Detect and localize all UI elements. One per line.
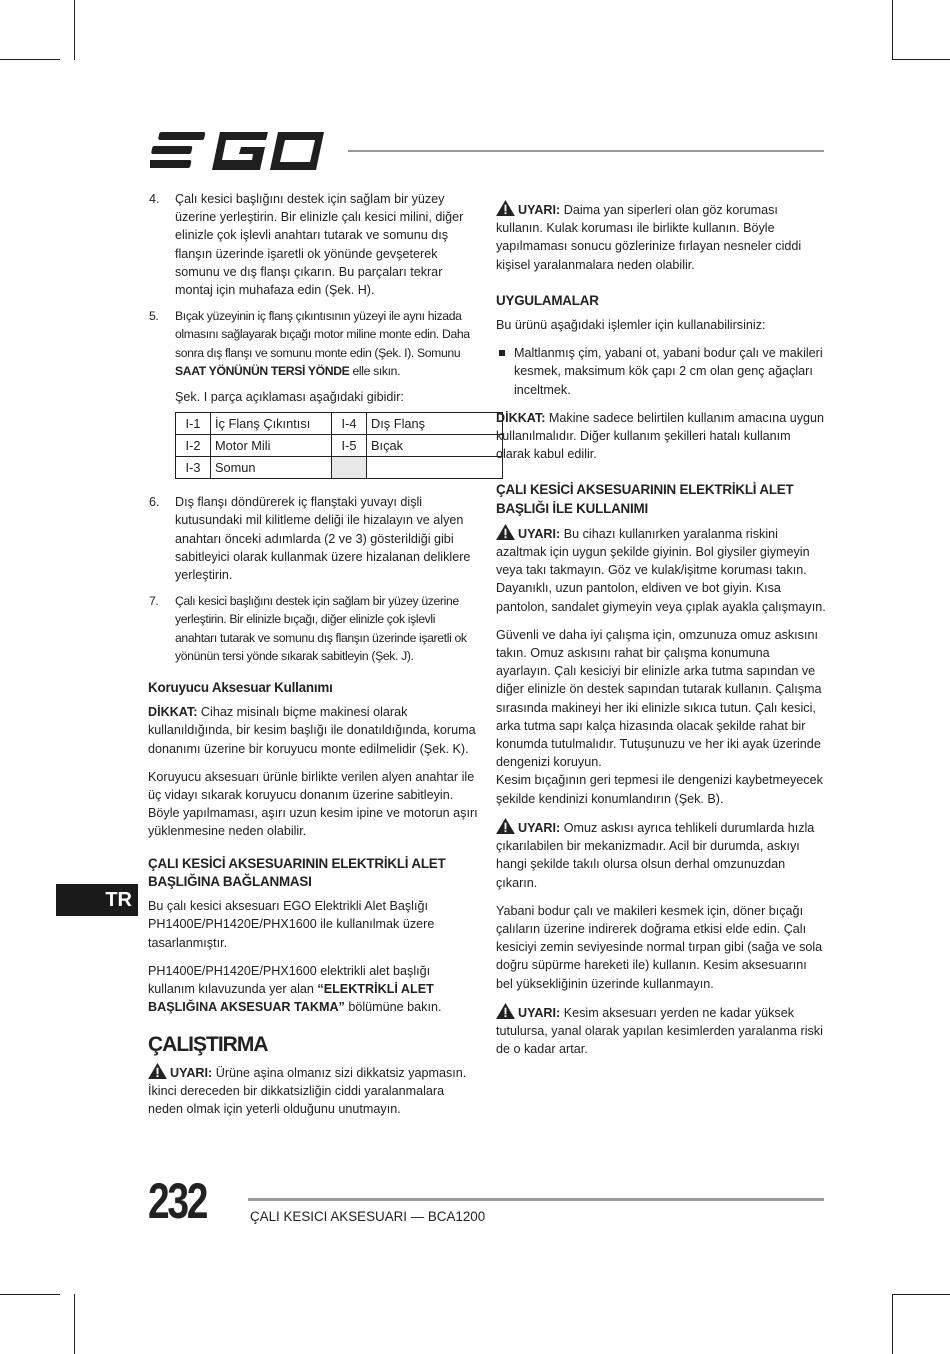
dikkat-note bbox=[148, 703, 478, 758]
right-column bbox=[496, 200, 826, 1068]
language-tab-label: TR bbox=[105, 889, 132, 911]
section-heading: Koruyucu Aksesuar Kullanımı bbox=[148, 680, 333, 696]
table-cell: I-4 bbox=[332, 413, 367, 435]
table-row bbox=[176, 457, 503, 479]
table-cell: I-1 bbox=[176, 413, 211, 435]
left-column bbox=[148, 190, 478, 1128]
crop-mark bbox=[0, 1294, 60, 1295]
crop-mark bbox=[74, 1294, 75, 1354]
uyari-note bbox=[496, 1003, 826, 1059]
paragraph bbox=[496, 626, 826, 808]
note-text: Kesim aksesuarı yerden ne kadar yüksek tutulursa, yanal olarak yapılan kesimlerden yaralanma riski de o kadar artar. bbox=[496, 1005, 823, 1057]
step-5 bbox=[148, 307, 478, 380]
footer-title: ÇALI KESICI AKSESUARI — BCA1200 bbox=[250, 1209, 486, 1224]
list-item bbox=[496, 344, 826, 399]
uyari-note bbox=[496, 200, 826, 274]
emphasis: “ELEKTRİKLİ ALET BAŞLIĞINA AKSESUAR TAKMA” bbox=[148, 981, 434, 1015]
step-number: 7. bbox=[149, 594, 159, 609]
note-label: UYARI: bbox=[518, 526, 561, 541]
note-text: Daima yan siperleri olan göz koruması kullanın. Kulak koruması ile birlikte kullanın. Böyle yapılmaması sonucu gözlerinize fırlayan nesneler ciddi kişisel yaralanmalara neden olabilir. bbox=[496, 203, 802, 272]
paragraph: Yabani bodur çalı ve makileri kesmek için, döner bıçağı çalıların üzerine indirerek doğrama etkisi elde edin. Çalı kesiciyi zemin seviyesinde normal tırpan gibi (sağa ve sola doğru süpürme hareketi ile) kullanın. Kesim aksesuarını bel yüksekliğinin üzerinde kullanmayın. bbox=[496, 903, 823, 991]
table-cell: İç Flanş Çıkıntısı bbox=[211, 413, 332, 435]
note-text: Bu cihazı kullanırken yaralanma riskini azaltmak için uygun şekilde giyinin. Bol giysiler giymeyin veya takı takmayın. Göz ve kulak/işitme koruması takın. Dayanıklı, uzun pantolon, eldiven ve bot giyin. Kısa pantolon, sandalet giymeyin veya çıplak ayakla çalışmayın. bbox=[496, 526, 826, 614]
note-label: UYARI: bbox=[170, 1065, 213, 1080]
text: Kesim bıçağının geri tepmesi ile dengenizi kaybetmeyecek şekilde kendinizi konumlandırın (Şek. B). bbox=[496, 773, 823, 806]
table-row bbox=[176, 435, 503, 457]
paragraph: Bu ürünü aşağıdaki işlemler için kullanabilirsiniz: bbox=[496, 318, 766, 333]
chapter-heading: ÇALIŞTIRMA bbox=[148, 1033, 268, 1057]
uyari-note bbox=[148, 1063, 478, 1119]
table-intro: Şek. I parça açıklaması aşağıdaki gibidir: bbox=[175, 390, 404, 405]
crop-mark bbox=[892, 1294, 893, 1354]
note-label: DİKKAT: bbox=[496, 410, 546, 425]
footer-rule bbox=[248, 1198, 824, 1201]
step-text: Çalı kesici başlığını destek için sağlam bir yüzey üzerine yerleştirin. Bir elinizle çalı kesici milini, diğer elinizle çok işlevli anahtarı tutarak ve somunu dış flanşın üzerinde işaretli ok yönünde gevşeterek somunu ve dış flanşı çıkarın. Bu parçaları tekrar montaj için muhafaza edin (Şek. H). bbox=[175, 192, 464, 298]
language-tab bbox=[56, 884, 138, 916]
step-number: 6. bbox=[149, 495, 160, 510]
note-text: Ürüne aşina olmanız sizi dikkatsiz yapmasın. İkinci dereceden bir dikkatsizliğin ciddi yaralanmalara neden olmak için yeterli olduğunu unutmayın. bbox=[148, 1065, 467, 1116]
note-label: DİKKAT: bbox=[148, 705, 198, 720]
table-cell bbox=[332, 457, 367, 479]
step-number: 5. bbox=[149, 309, 159, 324]
header-rule bbox=[348, 150, 824, 152]
note-label: UYARI: bbox=[518, 1005, 561, 1020]
warning-icon bbox=[496, 1003, 515, 1019]
warning-icon bbox=[496, 200, 515, 216]
crop-mark bbox=[892, 0, 893, 60]
step-text: Çalı kesici başlığını destek için sağlam bir yüzey üzerine yerleştirin. Bir elinizle bıçağı, diğer elinizle çok işlevli anahtarı tutarak ve somunu dış flanşın üzerinde işaretli ok yönünün tersi yönde sıkarak sabitleyin (Şek. J). bbox=[175, 594, 467, 663]
table-cell: Motor Mili bbox=[211, 435, 332, 457]
table-cell: I-3 bbox=[176, 457, 211, 479]
note-text: Makine sadece belirtilen kullanım amacına uygun kullanılmalıdır. Diğer kullanım şekilleri hatalı kullanım olarak kabul edilir. bbox=[496, 410, 825, 462]
bullet-icon bbox=[499, 350, 505, 356]
crop-mark bbox=[74, 0, 75, 60]
warning-icon bbox=[148, 1063, 167, 1079]
table-cell: Dış Flanş bbox=[367, 413, 503, 435]
crop-mark bbox=[892, 59, 950, 60]
note-label: UYARI: bbox=[518, 203, 561, 217]
step-text: Bıçak yüzeyinin iç flanş çıkıntısının yüzeyi ile aynı hizada olmasını sağlayarak bıçağı motor miline monte edin. Daha sonra dış flanşı ve somunu monte edin (Şek. I). Somunu bbox=[175, 309, 470, 360]
step-4 bbox=[148, 190, 478, 299]
table-cell: I-2 bbox=[176, 435, 211, 457]
step-7 bbox=[148, 592, 478, 665]
list-item-text: Maltlanmış çim, yabani ot, yabani bodur çalı ve makileri kesmek, maksimum kök çapı 2 cm olan genç ağaçları inceltmek. bbox=[514, 346, 823, 397]
table-block bbox=[148, 388, 478, 479]
section-heading: ÇALI KESİCİ AKSESUARININ ELEKTRİKLİ ALET BAŞLIĞI İLE KULLANIMI bbox=[496, 482, 794, 516]
table-cell bbox=[367, 457, 503, 479]
note-text: Omuz askısı ayrıca tehlikeli durumlarda hızla çıkarılabilen bir mekanizmadır. Acil bir durumda, askıyı hangi şekilde takılı olursa olsun derhal omzunuzdan çıkarın. bbox=[496, 820, 815, 890]
table-cell: I-5 bbox=[332, 435, 367, 457]
step-6 bbox=[148, 493, 478, 584]
text: PH1400E/PH1420E/PHX1600 elektrikli alet başlığı kullanım kılavuzunda yer alan bbox=[148, 963, 431, 996]
parts-table bbox=[175, 412, 503, 479]
warning-icon bbox=[496, 818, 515, 834]
step-text: elle sıkın. bbox=[349, 363, 401, 378]
uyari-note bbox=[496, 524, 826, 616]
ego-logo bbox=[150, 130, 330, 172]
note-text: Cihaz misinalı biçme makinesi olarak kullanıldığında, bir kesim başlığı ile donatıldığında, koruma donanımı üzerine bir koruyucu monte edilmelidir (Şek. K). bbox=[148, 705, 476, 756]
table-row bbox=[176, 413, 503, 435]
step-text: Dış flanşı döndürerek iç flanştaki yuvayı dişli kutusundaki mil kilitleme deliği ile hizalayın ve alyen anahtarı önceki adımlarda (2 ve 3) gösterildiği gibi sabitleyici olarak kullanmak üzere hizalanan deliklere yerleştirin. bbox=[175, 495, 471, 583]
crop-mark bbox=[0, 59, 60, 60]
text: Güvenli ve daha iyi çalışma için, omzunuza omuz askısını takın. Omuz askısını rahat bir çalışma konumuna ayarlayın. Çalı kesiciyi bir elinizle arka tutma sapından ve diğer elinizle ön destek sapından tutarak kullanın. Çalışma sırasında makineyi her iki elinizle sıkıca tutun. Çalı kesici, arka tutma sapı kalça hizasında olacak şekilde rahat bir konumda tutulmalıdır. Tutuşunuzu ve her iki ayak üzerinde dengenizi koruyun. bbox=[496, 627, 822, 770]
paragraph: Koruyucu aksesuarı ürünle birlikte verilen alyen anahtar ile üç vidayı sıkarak koruyucu donanım üzerine sabitleyin. Böyle yapılmaması, aşırı uzun kesim ipine ve motorun aşırı yüklenmesine neden olabilir. bbox=[148, 769, 478, 839]
page-number: 232 bbox=[148, 1173, 207, 1229]
text: bölümüne bakın. bbox=[344, 1000, 442, 1015]
uyari-note bbox=[496, 818, 826, 892]
section-heading: UYGULAMALAR bbox=[496, 292, 599, 308]
note-label: UYARI: bbox=[518, 820, 561, 835]
dikkat-note bbox=[496, 409, 826, 464]
warning-icon bbox=[496, 524, 515, 540]
crop-mark bbox=[892, 1294, 950, 1295]
table-cell: Somun bbox=[211, 457, 332, 479]
paragraph bbox=[148, 962, 478, 1017]
section-heading: ÇALI KESİCİ AKSESUARININ ELEKTRİKLİ ALET BAŞLIĞINA BAĞLANMASI bbox=[148, 855, 446, 889]
paragraph: Bu çalı kesici aksesuarı EGO Elektrikli Alet Başlığı PH1400E/PH1420E/PHX1600 ile kullanılmak üzere tasarlanmıştır. bbox=[148, 899, 435, 950]
step-emphasis: SAAT YÖNÜNÜN TERSİ YÖNDE bbox=[175, 363, 350, 378]
step-number: 4. bbox=[149, 192, 160, 206]
table-cell: Bıçak bbox=[367, 435, 503, 457]
